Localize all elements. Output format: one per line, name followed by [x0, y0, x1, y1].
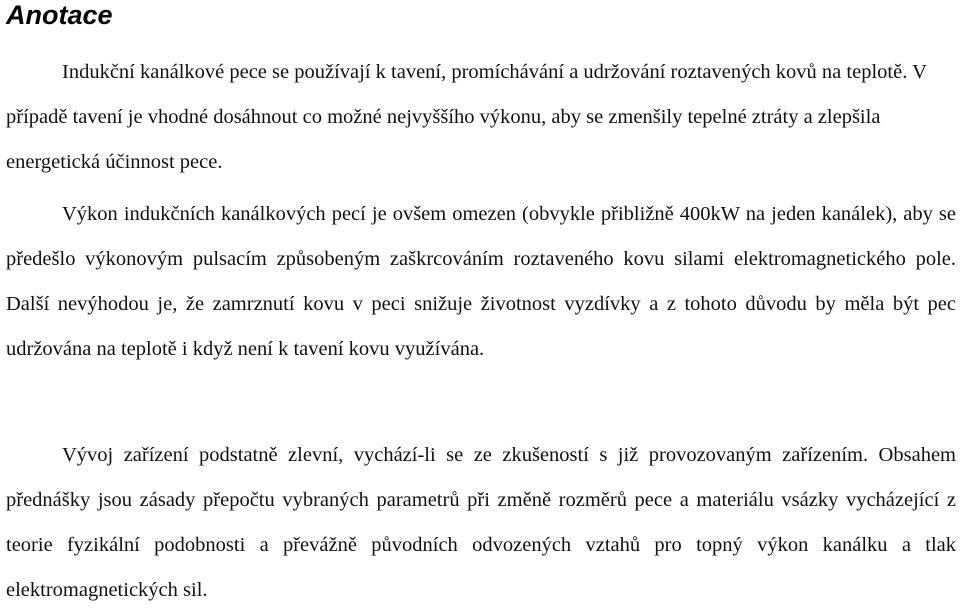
section-heading: Anotace — [6, 0, 113, 30]
paragraph-intro: Indukční kanálkové pece se používají k tavení, promíchávání a udržování roztavených kovů na teplotě. V případě tavení je vhodné dosáhnout co možné nejvyššího výkonu, aby se zmenšily tepelné ztráty a zlepšila energetická účinnost pece. — [6, 61, 927, 173]
paragraph-development: Vývoj zařízení podstatně zlevní, vychází-li se ze zkušeností s již provozovaným zařízením. Obsahem přednášky jsou zásady přepočtu vybraných parametrů při změně rozměrů pece a materiálu vsázky vycházející z teorie fyzikální podobnosti a převážně původních odvozených vztahů pro topný výkon kanálku a tlak elektromagnetických sil. — [6, 444, 956, 601]
paragraph-power-limits: Výkon indukčních kanálkových pecí je ovšem omezen (obvykle přibližně 400kW na jeden kanálek), aby se předešlo výkonovým pulsacím způsobeným zaškrcováním roztaveného kovu silami elektromagnetického pole. Další nevýhodou je, že zamrznutí kovu v peci snižuje životnost vyzdívky a z tohoto důvodu by měla být pec udržována na teplotě i když není k tavení kovu využívána. — [6, 203, 956, 360]
